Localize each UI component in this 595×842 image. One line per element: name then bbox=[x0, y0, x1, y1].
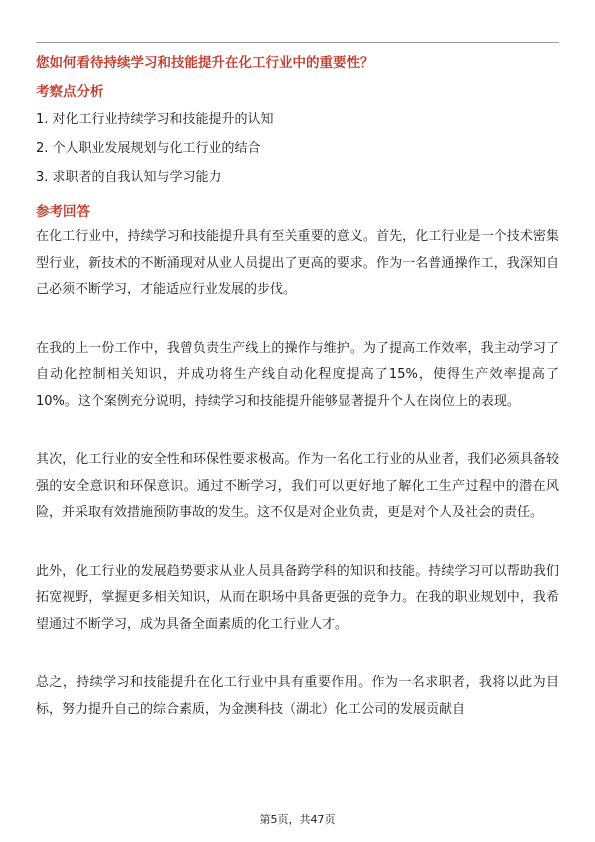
analysis-point-3: 3. 求职者的自我认知与学习能力 bbox=[36, 170, 222, 185]
answer-paragraph-1: 在化工行业中，持续学习和技能提升具有至关重要的意义。首先，化工行业是一个技术密集型行业，新技术的不断涌现对从业人员提出了更高的要求。作为一名普通操作工，我深知自己必须不断学习，才能适应行业发展的步伐。 bbox=[36, 229, 559, 297]
answer-paragraph-5: 总之，持续学习和技能提升在化工行业中具有重要作用。作为一名求职者，我将以此为目标，努力提升自己的综合素质，为金澳科技（湖北）化工公司的发展贡献自 bbox=[36, 675, 559, 717]
answer-heading: 参考回答 bbox=[36, 204, 90, 220]
header-rule bbox=[36, 42, 559, 43]
answer-paragraph-4: 此外，化工行业的发展趋势要求从业人员具备跨学科的知识和技能。持续学习可以帮助我们拓宽视野，掌握更多相关知识，从而在职场中具备更强的竞争力。在我的职业规划中，我希望通过不断学习，成为具备全面素质的化工行业人才。 bbox=[36, 563, 559, 632]
page-number: 第5页，共47页 bbox=[259, 813, 336, 826]
answer-paragraph-3: 其次，化工行业的安全性和环保性要求极高。作为一名化工行业的从业者，我们必须具备较强的安全意识和环保意识。通过不断学习，我们可以更好地了解化工生产过程中的潜在风险，并采取有效措施预防事故的发生。这不仅是对企业负责，更是对个人及社会的责任。 bbox=[36, 452, 559, 520]
analysis-point-1: 1. 对化工行业持续学习和技能提升的认知 bbox=[36, 112, 274, 127]
analysis-point-2: 2. 个人职业发展规划与化工行业的结合 bbox=[36, 141, 261, 156]
answer-paragraph-2: 在我的上一份工作中，我曾负责生产线上的操作与维护。为了提高工作效率，我主动学习了自动化控制相关知识，并成功将生产线自动化程度提高了15%，使得生产效率提高了10%。这个案例充分说明，持续学习和技能提升能够显著提升个人在岗位上的表现。 bbox=[36, 340, 559, 409]
question-title: 您如何看待持续学习和技能提升在化工行业中的重要性？ bbox=[36, 55, 374, 71]
answer-body bbox=[36, 224, 559, 755]
analysis-heading: 考察点分析 bbox=[36, 84, 104, 100]
